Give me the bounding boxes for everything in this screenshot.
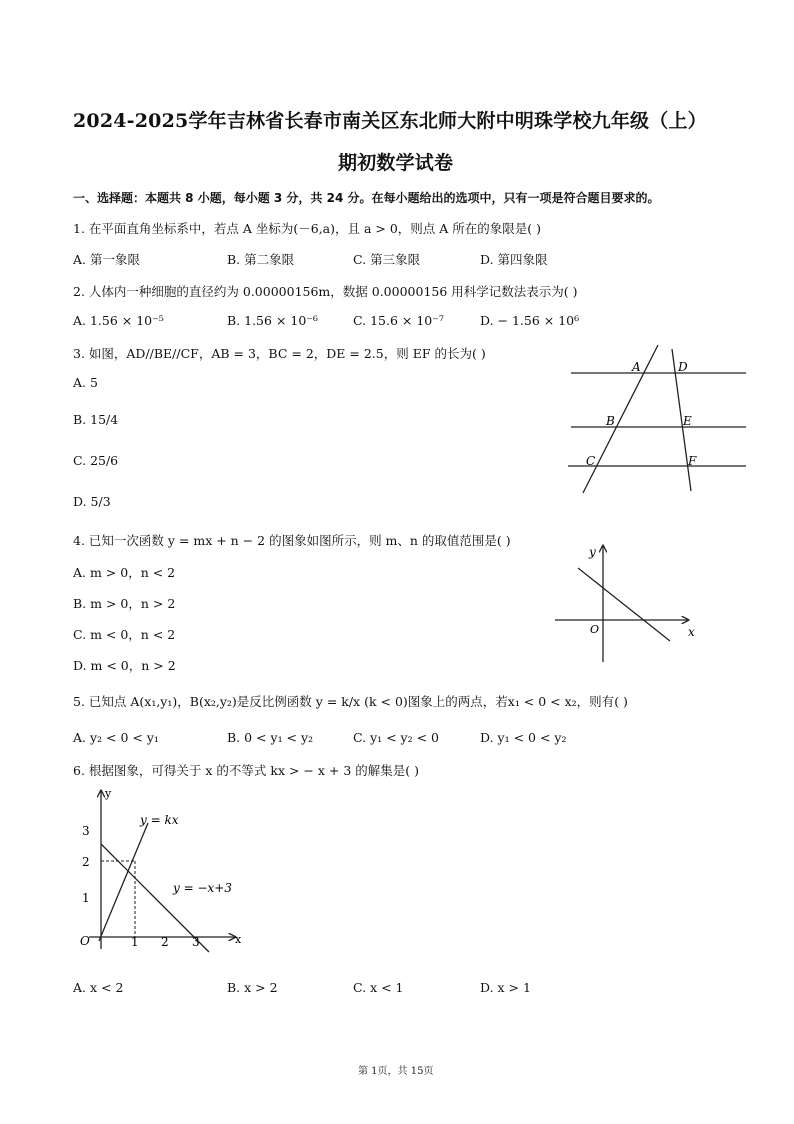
line1-label: y = kx: [140, 813, 179, 827]
q3-option-a: A. 5: [73, 375, 98, 390]
page-footer: 第 1页，共 15页: [358, 1066, 434, 1077]
q5-option-a: A. y₂ < 0 < y₁: [73, 730, 159, 745]
q4-option-d: D. m < 0，n > 2: [73, 658, 176, 673]
section-header: 一、选择题：本题共 8 小题，每小题 3 分，共 24 分。在每小题给出的选项中，只有一项是符合题目要求的。: [73, 191, 660, 205]
page-title-line2: 期初数学试卷: [338, 152, 454, 174]
q5-option-d: D. y₁ < 0 < y₂: [480, 730, 567, 745]
q6-option-a: A. x < 2: [73, 980, 124, 995]
q1-option-a: A. 第一象限: [73, 252, 140, 267]
q5-option-c: C. y₁ < y₂ < 0: [353, 730, 440, 745]
x-axis-label: x: [235, 933, 242, 946]
q6-option-d: D. x > 1: [480, 980, 531, 995]
origin-label: O: [80, 934, 90, 948]
label-f: F: [688, 454, 697, 468]
y-axis-label: y: [105, 787, 112, 800]
q6-option-c: C. x < 1: [353, 980, 404, 995]
question-6-stem: 6. 根据图象，可得关于 x 的不等式 kx > − x + 3 的解集是( ): [73, 763, 419, 778]
page-title-line1: 2024-2025学年吉林省长春市南关区东北师大附中明珠学校九年级（上）: [73, 110, 707, 132]
q1-option-c: C. 第三象限: [353, 252, 421, 267]
line2-label: y = −x+3: [173, 881, 232, 895]
q4-linear-graph-figure: [553, 540, 713, 670]
question-4-stem: 4. 已知一次函数 y = mx + n − 2 的图象如图所示，则 m、n 的取值范围是( ): [73, 533, 511, 548]
q4-option-a: A. m > 0，n < 2: [73, 565, 176, 580]
q4-option-c: C. m < 0，n < 2: [73, 627, 176, 642]
q1-option-b: B. 第二象限: [227, 252, 295, 267]
q3-option-b: B. 15/4: [73, 412, 119, 427]
q1-option-d: D. 第四象限: [480, 252, 548, 267]
line-y-kx: [99, 823, 148, 941]
label-d: D: [678, 360, 688, 374]
q3-option-c: C. 25/6: [73, 453, 119, 468]
q5-option-b: B. 0 < y₁ < y₂: [227, 730, 314, 745]
x-axis-label: x: [688, 625, 695, 639]
question-2-stem: 2. 人体内一种细胞的直径约为 0.00000156m，数据 0.00000156 用科学记数法表示为( ): [73, 284, 578, 299]
q6-option-b: B. x > 2: [227, 980, 278, 995]
q6-intersection-graph-figure: [75, 785, 265, 965]
ytick-3: 3: [82, 824, 90, 838]
label-c: C: [586, 454, 596, 468]
ytick-2: 2: [82, 855, 90, 869]
origin-label: O: [590, 623, 600, 636]
xtick-3: 3: [192, 935, 200, 949]
question-3-stem: 3. 如图，AD//BE//CF，AB = 3，BC = 2，DE = 2.5，则 EF 的长为( ): [73, 346, 486, 361]
q4-option-b: B. m > 0，n > 2: [73, 596, 176, 611]
q2-option-a: A. 1.56 × 10⁻⁵: [73, 313, 164, 328]
y-axis-label: y: [589, 545, 596, 559]
xtick-1: 1: [131, 935, 139, 949]
q3-parallel-lines-figure: [566, 345, 746, 495]
q2-option-c: C. 15.6 × 10⁻⁷: [353, 313, 444, 328]
q2-option-b: B. 1.56 × 10⁻⁶: [227, 313, 318, 328]
ytick-1: 1: [82, 891, 90, 905]
q2-option-d: D. − 1.56 × 10⁶: [480, 313, 580, 328]
question-5-stem: 5. 已知点 A(x₁,y₁)，B(x₂,y₂)是反比例函数 y = k/x (k < 0)图象上的两点，若x₁ < 0 < x₂，则有( ): [73, 694, 628, 709]
label-e: E: [683, 414, 692, 428]
q3-option-d: D. 5/3: [73, 494, 111, 509]
question-1-stem: 1. 在平面直角坐标系中，若点 A 坐标为(－6,a)，且 a > 0，则点 A 所在的象限是( ): [73, 221, 542, 236]
label-b: B: [606, 414, 615, 428]
label-a: A: [632, 360, 641, 374]
xtick-2: 2: [161, 935, 169, 949]
transversal-abc: [583, 345, 658, 493]
